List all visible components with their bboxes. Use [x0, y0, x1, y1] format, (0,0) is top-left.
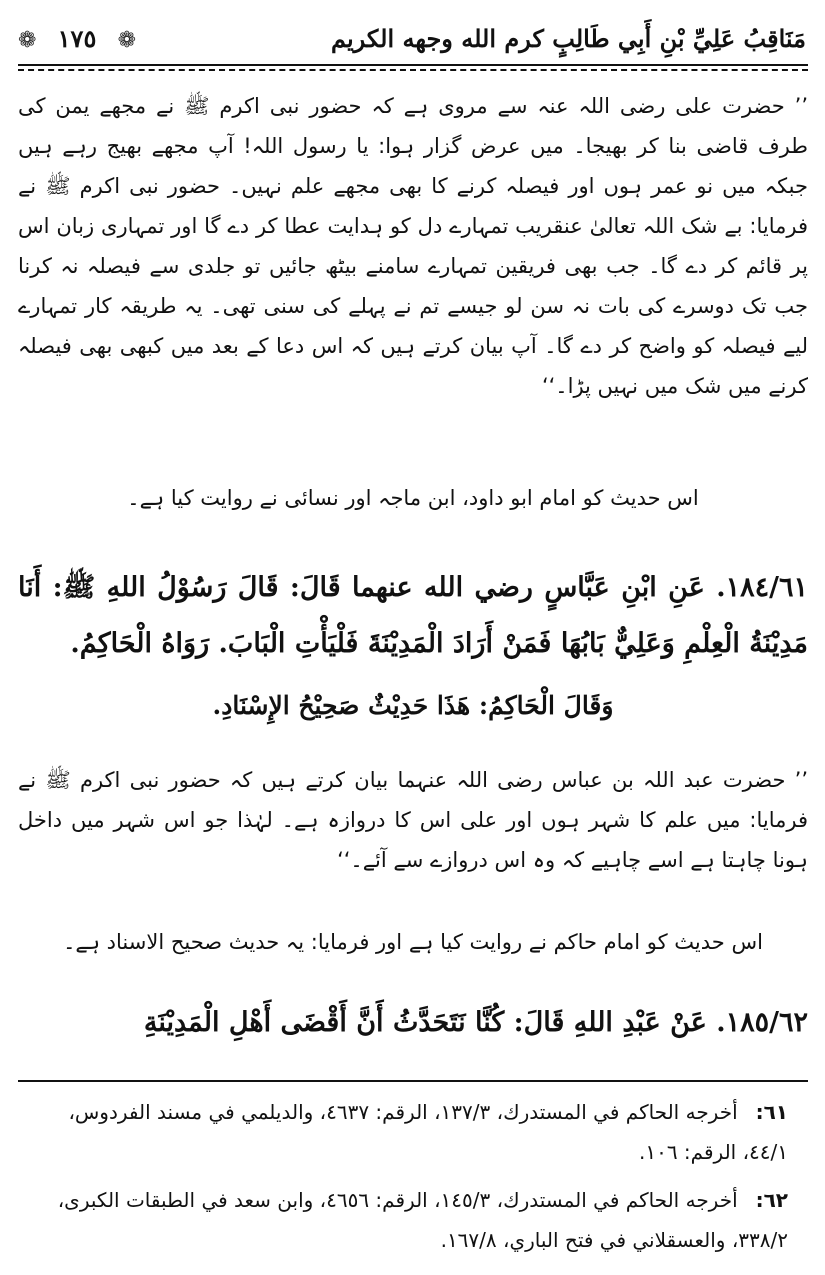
footnote-rule: [18, 1080, 808, 1082]
arabic-hadith-grade: وَقَالَ الْحَاكِمُ: هَذَا حَدِيْثٌ صَحِيْحُ الإِسْنَادِ.: [212, 691, 614, 720]
footnote: [18, 1180, 788, 1260]
page-number: ١٧٥: [57, 24, 97, 53]
header-rule-dashed: [18, 69, 808, 71]
footnote-number: ٦٢:: [755, 1188, 788, 1212]
running-title: مَنَاقِبُ عَلِيِّ بْنِ أَبِي طَالِبٍ كرم الله وجهه الكريم: [331, 24, 806, 53]
header-rule: [18, 64, 808, 66]
page-number-box: [18, 22, 136, 56]
urdu-translation-paragraph-2: ’’ حضرت عبد اللہ بن عباس رضی اللہ عنہما بیان کرتے ہیں کہ حضور نبی اکرم ﷺ نے فرمایا: میں علم کا شہر ہوں اور علی اس کا دروازہ ہے۔ لہٰذا جو اس شہر میں داخل ہونا چاہتا ہے اسے چاہیے کہ وہ اس دروازے سے آئے۔‘‘: [18, 768, 808, 872]
arabic-hadith-185: ١٨٥/٦٢. عَنْ عَبْدِ اللهِ قَالَ: كُنَّا نَتَحَدَّثُ أَنَّ أَقْضَى أَهْلِ الْمَدِيْنَةِ: [143, 1007, 808, 1038]
footnote: [18, 1092, 788, 1172]
arabic-hadith-184: ١٨٤/٦١. عَنِ ابْنِ عَبَّاسٍ رضي الله عنهما قَالَ: قَالَ رَسُوْلُ اللهِ ﷺ: أَنَا مَدِيْنَةُ الْعِلْمِ وَعَلِيٌّ بَابُهَا فَمَنْ أَرَادَ الْمَدِيْنَةَ فَلْيَأْتِ الْبَابَ. رَوَاهُ الْحَاكِمُ.: [18, 572, 808, 659]
ornament-icon: ❁: [18, 28, 37, 53]
urdu-reference-note-2: اس حدیث کو امام حاکم نے روایت کیا ہے اور فرمایا: یہ حدیث صحیح الاسناد ہے۔: [63, 930, 763, 954]
footnote-text: أخرجه الحاكم في المستدرك، ١٤٥/٣، الرقم: ٤٦٥٦، وابن سعد في الطبقات الكبرى، ٣٣٨/٢، والعسقلاني في فتح الباري، ١٦٧/٨.: [57, 1188, 788, 1252]
urdu-translation-paragraph: ’’ حضرت علی رضی اللہ عنہ سے مروی ہے کہ حضور نبی اکرم ﷺ نے مجھے یمن کی طرف قاضی بنا کر بھیجا۔ میں عرض گزار ہوا: یا رسول اللہ! آپ مجھے بھیج رہے ہیں جبکہ میں نو عمر ہوں اور فیصلہ کرنے کا بھی مجھے علم نہیں۔ حضور نبی اکرم ﷺ نے فرمایا: بے شک اللہ تعالیٰ عنقریب تمہارے دل کو ہدایت عطا کر دے گا اور تمہاری زبان اس پر قائم کر دے گا۔ جب بھی فریقین تمہارے سامنے بیٹھ جائیں تو جلدی سے فیصلہ نہ کرنا جب تک دوسرے کی بات نہ سن لو جیسے تم نے پہلے کی سنی تھی۔ یہ طریقہ کار تمہارے لیے فیصلہ کو واضح کر دے گا۔ آپ بیان کرتے ہیں کہ اس دعا کے بعد میں کبھی بھی فیصلہ کرنے میں شک میں نہیں پڑا۔‘‘: [18, 94, 808, 398]
footnote-number: ٦١:: [755, 1100, 788, 1124]
ornament-icon: ❁: [117, 28, 136, 53]
footnote-text: أخرجه الحاكم في المستدرك، ١٣٧/٣، الرقم: ٤٦٣٧، والديلمي في مسند الفردوس، ٤٤/١، الرقم: ١٠٦.: [68, 1100, 788, 1164]
page-header: [18, 20, 808, 64]
urdu-reference-note: اس حدیث کو امام ابو داود، ابن ماجہ اور نسائی نے روایت کیا ہے۔: [127, 486, 699, 510]
